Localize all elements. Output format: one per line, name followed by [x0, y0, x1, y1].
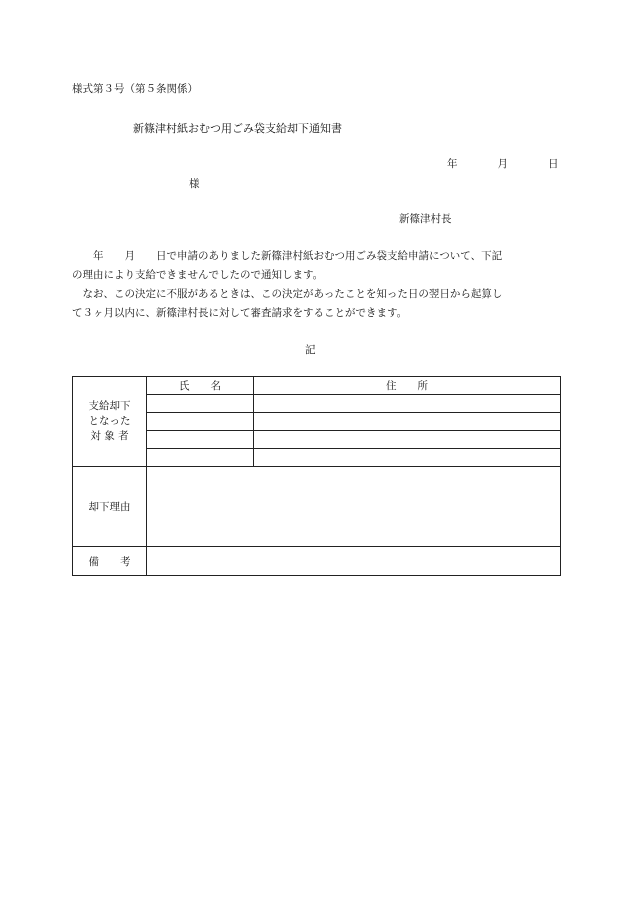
- address-cell[interactable]: [254, 413, 561, 431]
- date-year: 年: [447, 158, 458, 170]
- issuer: 新篠津村長: [399, 213, 452, 225]
- address-column-header: 住 所: [254, 377, 561, 395]
- record-table: [72, 376, 561, 576]
- addressee-suffix: 様: [189, 178, 200, 190]
- table-row: [73, 413, 561, 431]
- table-row: [73, 395, 561, 413]
- subject-label-line: 支給却下: [88, 400, 131, 412]
- body-line: て３ヶ月以内に、新篠津村長に対して審査請求をすることができます。: [72, 307, 408, 319]
- subject-label-line: 対 象 者: [90, 430, 129, 442]
- subject-label: [73, 377, 147, 467]
- name-cell[interactable]: [147, 431, 254, 449]
- name-cell[interactable]: [147, 413, 254, 431]
- table-row: [73, 449, 561, 467]
- reason-label: 却下理由: [73, 467, 147, 547]
- body-line: 年 月 日で申請のありました新篠津村紙おむつ用ごみ袋支給申請について、下記: [72, 250, 503, 262]
- date-day: 日: [548, 158, 559, 170]
- document-title: 新篠津村紙おむつ用ごみ袋支給却下通知書: [133, 122, 342, 135]
- address-cell[interactable]: [254, 431, 561, 449]
- name-cell[interactable]: [147, 449, 254, 467]
- body-text: [72, 247, 558, 323]
- remarks-label: 備 考: [73, 547, 147, 576]
- date-month: 月: [497, 158, 508, 170]
- name-cell[interactable]: [147, 395, 254, 413]
- form-number: 様式第３号（第５条関係）: [72, 83, 198, 95]
- date-line: [447, 156, 559, 171]
- ki-heading: 記: [305, 344, 316, 356]
- table-row: [73, 431, 561, 449]
- reason-cell[interactable]: [147, 467, 561, 547]
- name-column-header: 氏 名: [147, 377, 254, 395]
- address-cell[interactable]: [254, 395, 561, 413]
- body-line: の理由により支給できませんでしたので通知します。: [72, 269, 324, 281]
- remarks-cell[interactable]: [147, 547, 561, 576]
- address-cell[interactable]: [254, 449, 561, 467]
- body-line: なお、この決定に不服があるときは、この決定があったことを知った日の翌日から起算し: [72, 288, 503, 300]
- subject-label-line: となった: [88, 415, 131, 427]
